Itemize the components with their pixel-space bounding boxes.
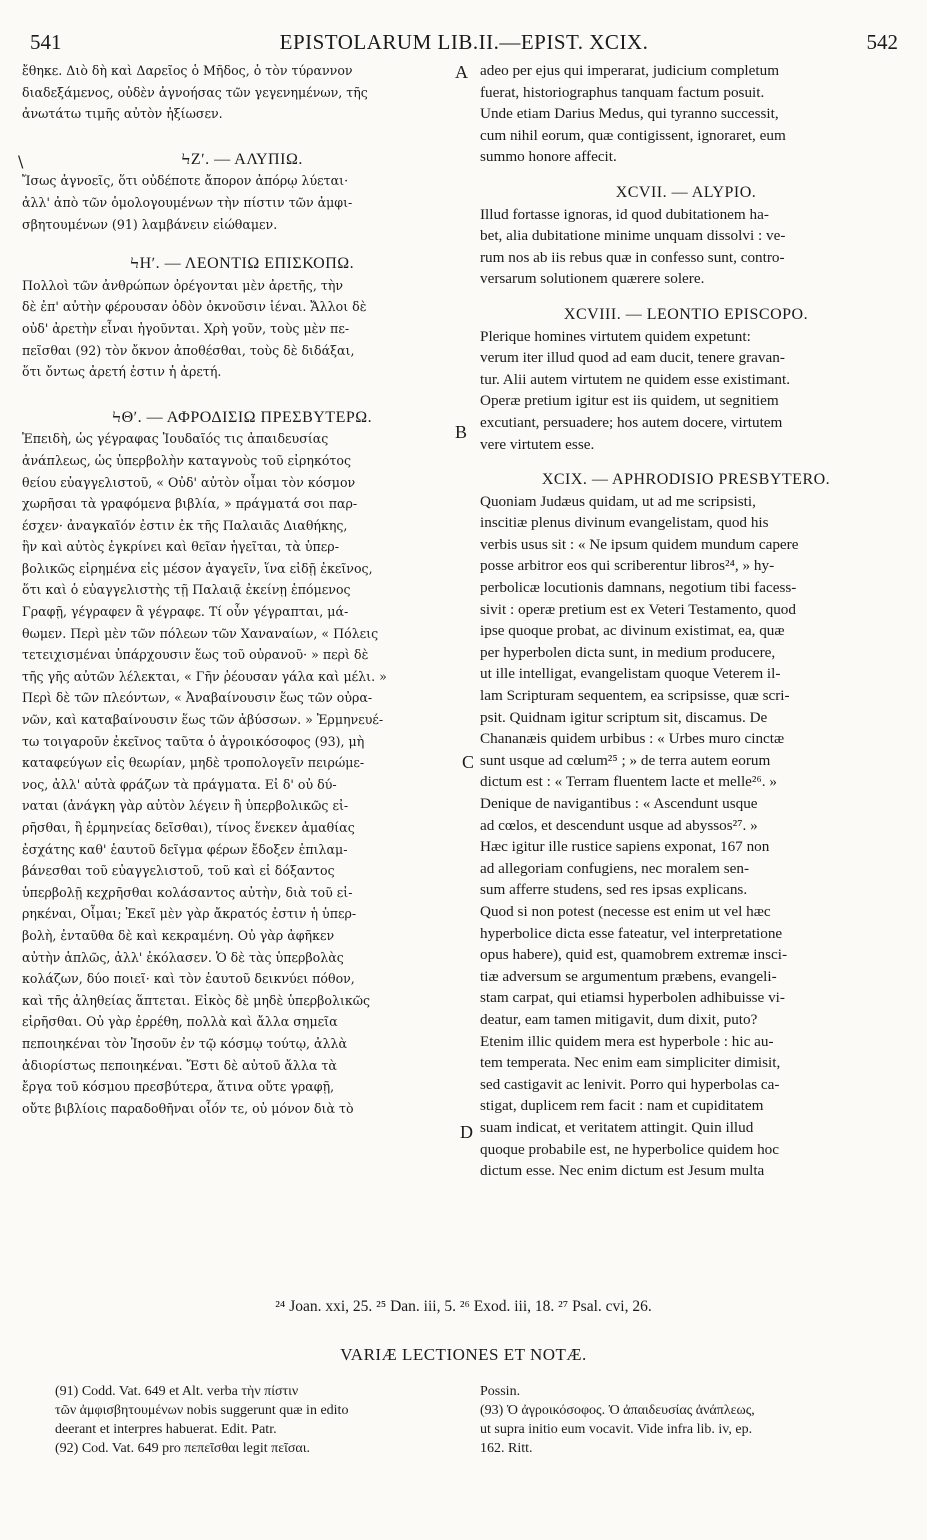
greek-paragraph-4: Ἐπειδὴ, ὡς γέγραφας Ἰουδαῖός τις ἀπαιδευσίας ἀνάπλεως, ὡς ὑπερβολὴν καταγνοὺς τοῦ εἰρηκότος θείου εὐαγγελιστοῦ, « Οὐδ' αὐτὸν οἶμαι τὸν κόσμον χωρῆσαι τὰ γραφόμενα βιβλία, » πράγματά σοι παρ- έσχεν· ἀναγκαῖόν ἐστιν ἐκ τῆς Παλαιᾶς Διαθήκης, ἣν καὶ αὐτὸς ἐγκρίνει καὶ θεῖαν ἡγεῖται, τὰ ὑπερ- βολικῶς εἰρημένα εἰς μέσον ἀγαγεῖν, ἵνα εἰδῇ ἐκεῖνος, ὅτι καὶ ὁ εὐαγγελιστὴς τῇ Παλαιᾷ ἐκείνῃ ἑπόμενος Γραφῇ, γέγραφεν ἃ γέγραφε. Τί οὖν γέγραπται, μά- θωμεν. Περὶ μὲν τῶν πόλεων τῶν Χαναναίων, « Πόλεις τετειχισμέναι ὑπάρχουσιν ἕως τοῦ οὐρανοῦ· » περὶ δὲ τῆς γῆς αὐτῶν λέλεκται, « Γῆν ῥέουσαν γάλα καὶ μέλι. » Περὶ δὲ τῶν πλεόντων, « Ἀναβαίνουσιν ἕως τῶν οὐρα- νῶν, καὶ καταβαίνουσιν ἕως τῶν ἀβύσσων. » Ἑρμηνευέ- τω τοιγαροῦν ἐκεῖνος ταῦτα ὁ ἀγροικόσοφος (93), μὴ καταφεύγων εἰς θεωρίαν, μηδὲ τροπολογεῖν πειρώμε- νος, ἀλλ' αὐτὰ φράζων τὰ πράγματα. Εἰ δ' οὐ δύ- ναται (ἀνάγκη γὰρ αὐτὸν λέγειν ἢ ὑπερβολικῶς εἰ- ρῆσθαι, ἢ ἑρμηνείας δεῖσθαι), τίνος ἕνεκεν ἀμαθίας ἐσχάτης καθ' ἑαυτοῦ δεῖγμα φέρων ἔδοξεν ἐπιλαμ- βάνεσθαι τοῦ εὐαγγελιστοῦ, τοῦ καὶ εἰ δόξαντος ὑπερβολῇ κεχρῆσθαι κολάσαντος αὐτὴν, διὰ τοῦ εἰ- ρηκέναι, Οἶμαι; Ἐκεῖ μὲν γὰρ ἄκρατός ἐστιν ἡ ὑπερ- βολὴ, ἐνταῦθα δὲ καὶ κεκραμένη. Οὐ γὰρ ἀφῆκεν αὐτὴν ἁπλῶς, ἀλλ' ἐκόλασεν. Ὁ δὲ τὰς ὑπερβολὰς κολάζων, δύο ποιεῖ· καὶ τὸν ἑαυτοῦ δεικνύει πόθον, καὶ τῆς ἀληθείας ἅπτεται. Εἰκὸς δὲ μηδὲ ὑπερβολικῶς εἰρῆσθαι. Οὐ γὰρ ἐρρέθη, πολλὰ καὶ ἄλλα σημεῖα πεποιηκέναι τὸν Ἰησοῦν ἐν τῷ κόσμῳ τούτῳ, ἀλλὰ ἀδιορίστως πεποιηκέναι. Ἔστι δὲ αὐτοῦ ἄλλα τὰ ἔργα τοῦ κόσμου πρεσβύτερα, ἅτινα οὔτε γραφῇ, οὔτε βιβλίοις παραδοθῆναι οἷόν τε, οὐ μόνον διὰ τὸ (22, 431, 387, 1116)
running-title: EPISTOLARUM LIB.II.—EPIST. XCIX. (279, 30, 649, 54)
margin-marker-a: A (455, 62, 468, 82)
greek-paragraph-1: ἔθηκε. Διὸ δὴ καὶ Δαρεῖος ὁ Μῆδος, ὁ τὸν τύραννον διαδεξάμενος, οὐδὲν ἀγνοήσας τῶν γεγενημένων, τῆς ἀνωτάτω τιμῆς αὐτὸν ἠξίωσεν. (22, 63, 368, 122)
latin-paragraph-3: Plerique homines virtutem quidem expetunt: verum iter illud quod ad eam ducit, tenere gravan- tur. Alii autem virtutem ne quidem esse existimant. Operæ pretium igitur est iis quidem, ut segnitiem excutiant, persuadere; hos autem docere, virtutem vere virtutem esse. (480, 327, 791, 453)
notes-left-column: (91) Codd. Vat. 649 et Alt. verba τὴν πίστιν τῶν ἀμφισβητουμένων nobis suggerunt quæ in edito deerant et interpres habuerat. Edit. Patr. (92) Cod. Vat. 649 pro πεπεῖσθαι legit πεῖσαι. (55, 1384, 349, 1456)
greek-paragraph-3: Πολλοὶ τῶν ἀνθρώπων ὀρέγονται μὲν ἀρετῆς, τὴν δὲ ἐπ' αὐτὴν φέρουσαν ὁδὸν ὀκνοῦσιν ἰέναι. Ἄλλοι δὲ οὐδ' ἀρετὴν εἶναι ἡγοῦνται. Χρὴ γοῦν, τοὺς μὲν πε- πεῖσθαι (92) τὸν ὄκνον ἀποθέσθαι, τοὺς δὲ διδάξαι, ὅτι ὄντως ἀρετή ἐστιν ἡ ἀρετή. (22, 277, 367, 380)
latin-letter-title-99: XCIX. — APHRODISIO PRESBYTERO. (541, 471, 831, 489)
latin-letter-title-97: XCVII. — ALYPIO. (615, 183, 757, 201)
stray-mark: \ (18, 152, 24, 171)
scripture-footnotes: ²⁴ Joan. xxi, 25. ²⁵ Dan. iii, 5. ²⁶ Exod. iii, 18. ²⁷ Psal. cvi, 26. (275, 1298, 652, 1315)
greek-letter-title-99: ϞΘʹ. — ΑΦΡΟΔΙΣΙΩ ΠΡΕΣΒΥΤΕΡΩ. (111, 408, 373, 426)
latin-column (480, 60, 892, 1182)
greek-letter-title-97: ϞΖʹ. — ΑΛΥΠΙΩ. (181, 150, 303, 168)
margin-marker-d: D (460, 1122, 473, 1142)
greek-letter-title-98: ϞΗʹ. — ΛΕΟΝΤΙΩ ΕΠΙΣΚΟΠΩ. (129, 255, 355, 273)
notes-right-column: Possin. (93) Ὁ ἀγροικόσοφος. Ὁ ἀπαιδευσίας ἀνάπλεως, ut supra initio eum vocavit. Vide infra lib. iv, ep. 162. Ritt. (480, 1384, 755, 1456)
variae-lectiones-heading: VARIÆ LECTIONES ET NOTÆ. (340, 1345, 587, 1364)
margin-marker-b: B (455, 422, 468, 442)
margin-marker-c: C (462, 752, 475, 772)
latin-letter-title-98: XCVIII. — LEONTIO EPISCOPO. (563, 305, 809, 323)
page-number-right: 542 (866, 30, 898, 54)
page-number-left: 541 (30, 30, 62, 54)
greek-paragraph-2: Ἴσως ἀγνοεῖς, ὅτι οὐδέποτε ἄπορον ἀπόρῳ λύεται· ἀλλ' ἀπὸ τῶν ὁμολογουμένων τὴν πίστιν τῶν ἀμφι- σβητουμένων (91) λαμβάνειν εἰώθαμεν. (22, 173, 353, 232)
latin-paragraph-2: Illud fortasse ignoras, id quod dubitationem ha- bet, alia dubitatione minime unquam dissolvi : ve- rum nos ab iis rebus quæ in confesso sunt, contro- versarum solutionem quærere solere. (480, 205, 786, 288)
latin-paragraph-4: Quoniam Judæus quidam, ut ad me scripsisti, inscitiæ plenus divinum evangelistam, quod his verbis usus sit : « Ne ipsum quidem mundum capere posse arbitror eos qui scriberentur libros²⁴, » hy- perbolicæ locutionis damnans, negotium tibi facess- sivit : operæ pretium est ex Veteri Testamento, quod ipse quoque probat, ac divinum existimat, ea, quæ per hyperbolen dicta sunt, in medium producere, ut ille intelligat, evangelistam quoque Veterem il- lam Scripturam sequentem, ea scripsisse, quæ scri- psit. Quidnam igitur scriptum sit, discamus. De Chananæis quidem urbibus : « Urbes muro cinctæ sunt usque ad cœlum²⁵ ; » de terra autem eorum dictum est : « Terram fluentem lacte et melle²⁶. » Denique de navigantibus : « Ascendunt usque ad cœlos, et descendunt usque ad abyssos²⁷. » Hæc igitur ille rustice sapiens exponat, 167 non ad allegoriam confugiens, nec moralem sen- sum afferre studens, sed res ipsas explicans. Quod si non potest (necesse est enim ut vel hæc hyperbolice dicta esse fateatur, vel interpretatione opus habere), quid est, quamobrem extremæ insci- tiæ adversum se argumentum præbens, evangeli- stam carpat, qui etiamsi hyperbolen adhibuisse vi- deatur, eam tamen mitigavit, dum dixit, puto? Etenim illic quidem mera est hyperbole : hic au- tem temperata. Nec enim eam simpliciter dimisit, sed castigavit ac lenivit. Porro qui hyperbolas ca- stigat, duplicem rem facit : nam et cupiditatem suam indicat, et veritatem attingit. Quin illud quoque probabile est, ne hyperbolice quidem hoc dictum esse. Nec enim dictum est Jesum multa (480, 492, 799, 1180)
latin-paragraph-1: adeo per ejus qui imperarat, judicium completum fuerat, historiographus tanquam factum posuit. Unde etiam Darius Medus, qui tyranno successit, cum nihil eorum, quæ contigissent, ignoraret, eum summo honore affecit. (480, 62, 786, 166)
greek-column (22, 60, 462, 1119)
page-header (30, 30, 898, 60)
